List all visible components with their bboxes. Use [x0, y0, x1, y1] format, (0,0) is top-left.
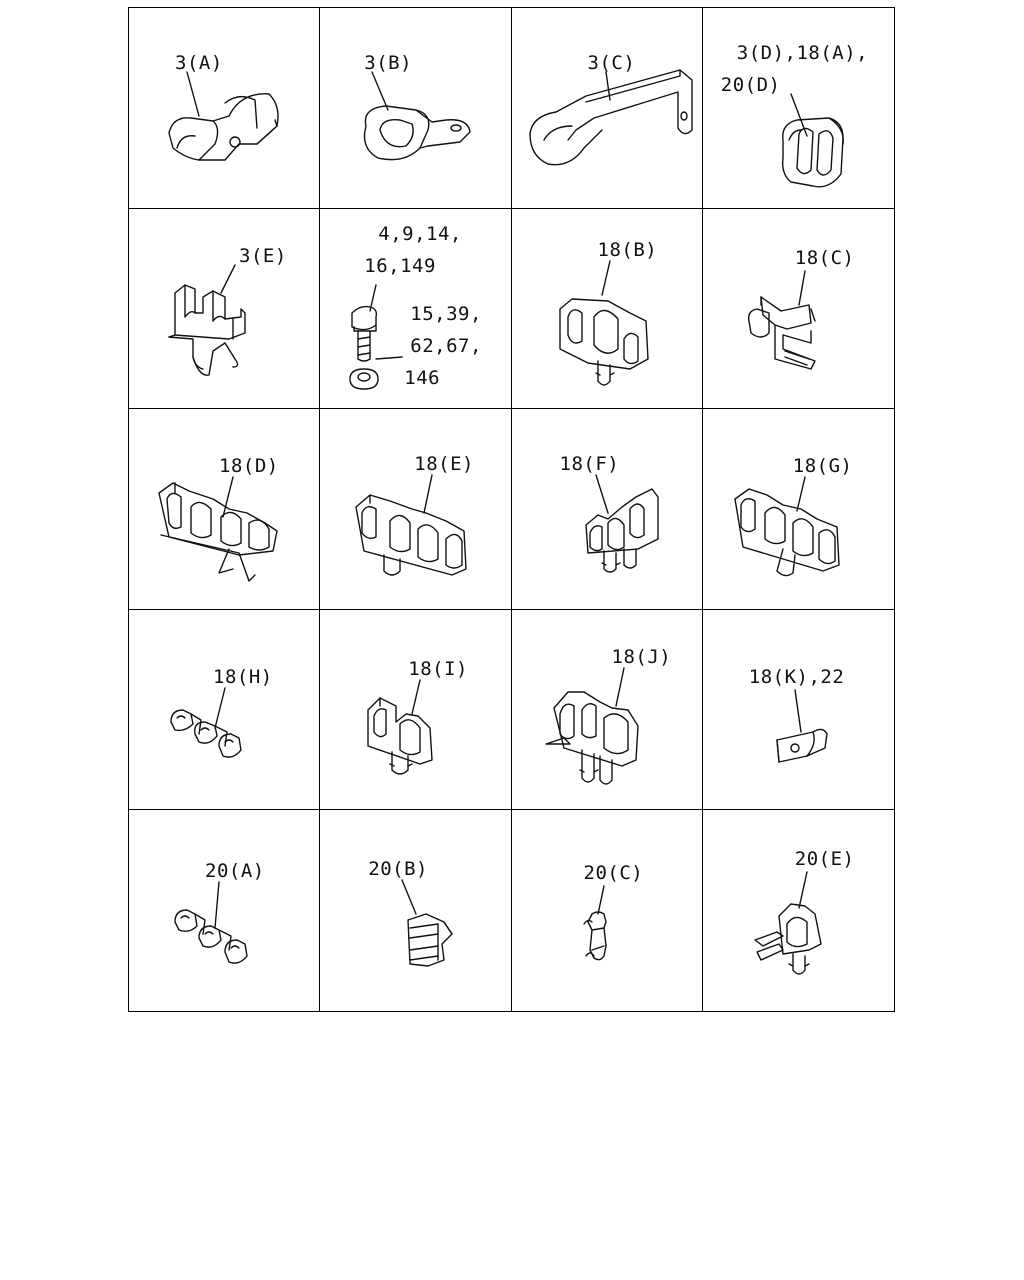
cell-3e — [129, 209, 320, 410]
bolt-and-nut-drawing — [320, 209, 511, 410]
cell-18b — [512, 209, 703, 410]
clip-18b-drawing — [512, 209, 703, 410]
clip-20c-drawing — [512, 810, 703, 1011]
cell-18j — [512, 610, 703, 811]
callout-label2-line-3: 146 — [404, 366, 441, 389]
cell-18f — [512, 409, 703, 610]
callout-label: 20(B) — [368, 858, 428, 881]
callout-label: 3(E) — [239, 244, 287, 267]
callout-label: 18(E) — [414, 453, 474, 476]
cell-20b — [320, 810, 511, 1011]
cell-20c — [512, 810, 703, 1011]
clip-18f-drawing — [512, 409, 703, 610]
clip-3e-drawing — [129, 209, 320, 410]
callout-label: 18(B) — [597, 238, 658, 261]
cell-18g — [703, 409, 894, 610]
callout-label: 18(G) — [792, 455, 853, 478]
callout-label-line-1: 4,9,14, — [378, 222, 462, 245]
cell-3b — [320, 8, 511, 209]
cell-20e — [703, 810, 894, 1011]
callout-label: 20(E) — [794, 848, 855, 871]
callout-label-line-2: 20(D) — [720, 74, 781, 96]
callout-label: 20(A) — [205, 860, 265, 883]
callout-label: 18(J) — [611, 645, 672, 668]
clip-18g-drawing — [703, 409, 894, 610]
callout-label: 18(F) — [559, 453, 620, 476]
callout-label: 3(C) — [587, 52, 636, 74]
clip-18d-drawing — [129, 409, 320, 610]
cell-18d — [129, 409, 320, 610]
clip-18k-drawing — [703, 610, 894, 811]
clip-18h-drawing — [129, 610, 320, 811]
callout-label: 18(C) — [794, 246, 855, 269]
parts-grid — [128, 7, 895, 1012]
cell-3d — [703, 8, 894, 209]
callout-label: 18(K),22 — [748, 665, 845, 688]
clip-20e-drawing — [703, 810, 894, 1011]
clip-18j-drawing — [512, 610, 703, 811]
clip-20b-drawing — [320, 810, 511, 1011]
cell-18k — [703, 610, 894, 811]
callout-label2-line-1: 15,39, — [410, 302, 482, 325]
callout-label: 18(I) — [408, 657, 468, 680]
pipe-clip-3a-drawing — [129, 8, 320, 209]
callout-label: 3(A) — [175, 52, 223, 74]
callout-label: 18(D) — [219, 455, 279, 478]
clip-20a-drawing — [129, 810, 320, 1011]
callout-label-line-2: 16,149 — [364, 254, 436, 277]
clip-18i-drawing — [320, 610, 511, 811]
callout-label2-line-2: 62,67, — [410, 334, 482, 357]
callout-label: 20(C) — [583, 862, 644, 885]
callout-label: 3(B) — [364, 52, 413, 74]
clip-18e-drawing — [320, 409, 511, 610]
callout-label-line-1: 3(D),18(A), — [736, 42, 869, 64]
pipe-clip-3d-drawing — [703, 8, 894, 209]
cell-18c — [703, 209, 894, 410]
cell-bolt-nut — [320, 209, 511, 410]
cell-3a — [129, 8, 320, 209]
clip-18c-drawing — [703, 209, 894, 410]
cell-3c — [512, 8, 703, 209]
cell-18e — [320, 409, 511, 610]
cell-20a — [129, 810, 320, 1011]
pipe-clip-3b-drawing — [320, 8, 511, 209]
callout-label: 18(H) — [213, 665, 273, 688]
cell-18i — [320, 610, 511, 811]
bracket-clip-3c-drawing — [512, 8, 703, 209]
cell-18h — [129, 610, 320, 811]
